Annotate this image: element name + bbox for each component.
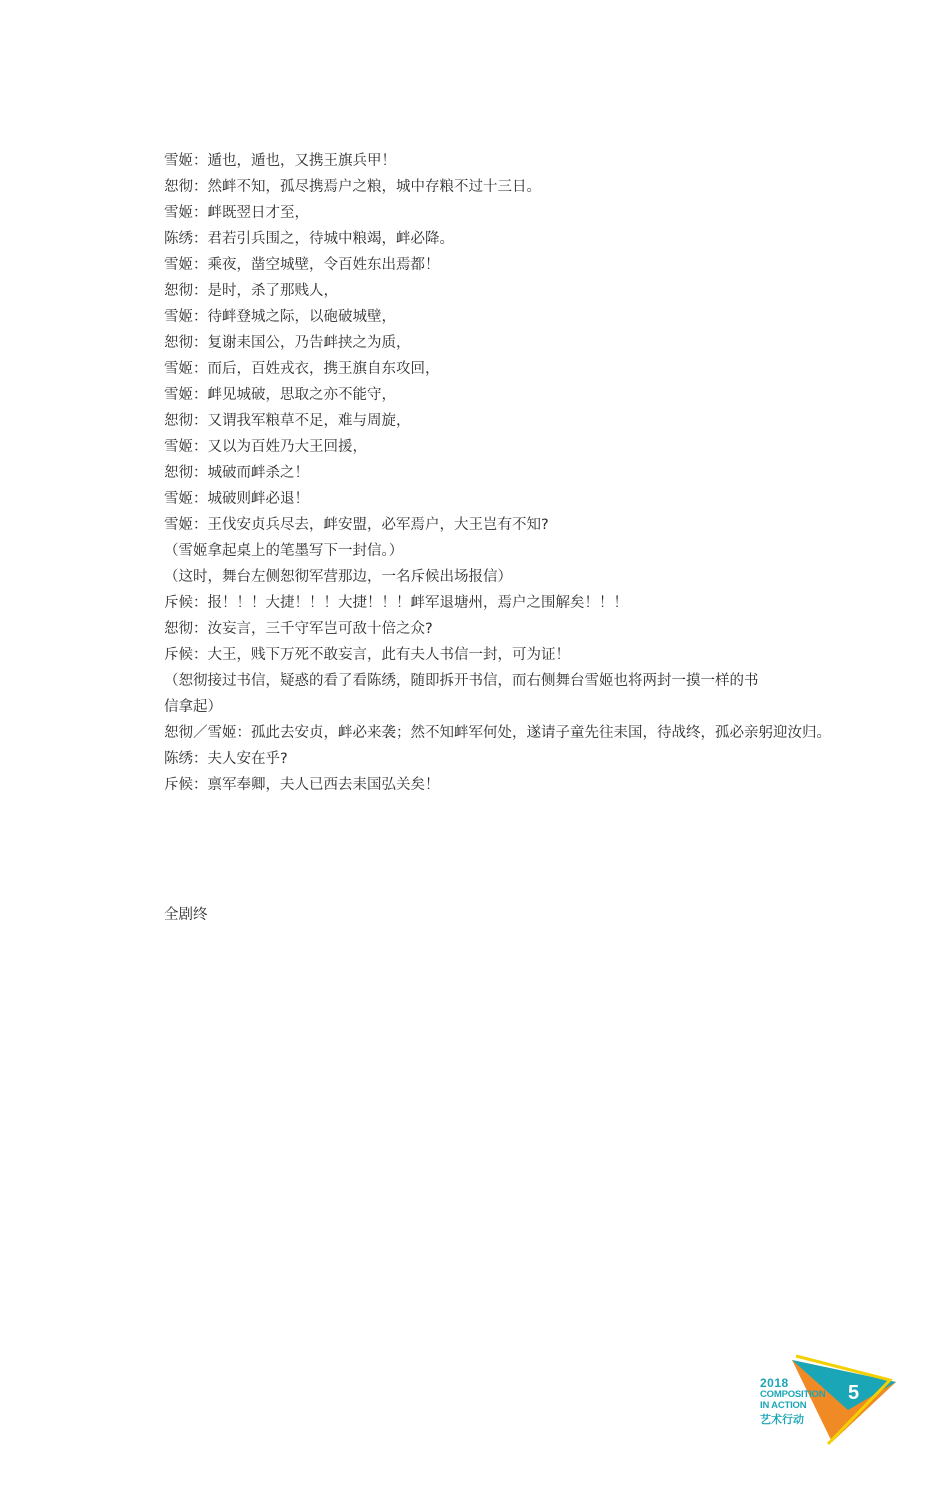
speaker-name: 雪姬： bbox=[164, 439, 208, 455]
dialogue-text: 王伐安贞兵尽去，衅安盟，必军焉户，大王岂有不知? bbox=[207, 517, 549, 533]
speaker-name: 陈绣： bbox=[164, 751, 208, 767]
dialogue-text: 而后，百姓戎衣，携王旗自东攻回， bbox=[207, 361, 440, 377]
stage-direction-text: （这时，舞台左侧恕彻军营那边，一名斥候出场报信） bbox=[164, 569, 512, 585]
dialogue-text: 又以为百姓乃大王回援， bbox=[207, 439, 367, 455]
dialogue-text: 然衅不知，孤尽携焉户之粮，城中存粮不过十三日。 bbox=[207, 179, 541, 195]
dialogue-line bbox=[164, 746, 774, 772]
dialogue-text: 报！！！大捷！！！大捷！！！衅军退塘州，焉户之围解矣！！！ bbox=[207, 595, 628, 611]
dialogue-text: 待衅登城之际，以砲破城壁， bbox=[207, 309, 396, 325]
dialogue-line bbox=[164, 330, 774, 356]
composition-in-action-logo bbox=[752, 1352, 902, 1447]
dialogue-text: 复谢耒国公，乃告衅挟之为质， bbox=[207, 335, 411, 351]
speaker-name: 恕彻： bbox=[164, 179, 208, 195]
dialogue-text: 衅见城破，思取之亦不能守， bbox=[207, 387, 396, 403]
logo-line2: IN ACTION bbox=[760, 1400, 807, 1411]
stage-direction-text: （恕彻接过书信，疑惑的看了看陈绣，随即拆开书信，而右侧舞台雪姬也将两封一摸一样的书信拿起） bbox=[164, 673, 759, 715]
speaker-name: 恕彻／雪姬： bbox=[164, 725, 251, 741]
dialogue-text: 乘夜，凿空城壁，令百姓东出焉都！ bbox=[207, 257, 440, 273]
dialogue-line bbox=[164, 616, 774, 642]
dialogue-text: 夫人安在乎? bbox=[207, 751, 288, 767]
dialogue-line bbox=[164, 720, 850, 746]
dialogue-text: 大王，贱下万死不敢妄言，此有夫人书信一封，可为证！ bbox=[207, 647, 570, 663]
logo-year: 2018 bbox=[760, 1376, 789, 1390]
dialogue-line bbox=[164, 486, 774, 512]
dialogue-text: 遁也，遁也，又携王旗兵甲！ bbox=[207, 153, 396, 169]
dialogue-line bbox=[164, 642, 774, 668]
dialogue-text: 衅既翌日才至， bbox=[207, 205, 309, 221]
dialogue-line bbox=[164, 408, 774, 434]
dialogue-line bbox=[164, 356, 774, 382]
speaker-name: 斥候： bbox=[164, 595, 208, 611]
stage-direction bbox=[164, 564, 774, 590]
logo-wordmark bbox=[760, 1378, 825, 1426]
dialogue-line bbox=[164, 434, 774, 460]
dialogue-line bbox=[164, 512, 774, 538]
dialogue-line bbox=[164, 200, 774, 226]
dialogue-text: 城破而衅杀之！ bbox=[207, 465, 309, 481]
dialogue-text: 孤此去安贞，衅必来袭；然不知衅军何处，遂请子童先往耒国，待战终，孤必亲躬迎汝归。 bbox=[251, 725, 831, 741]
dialogue-line bbox=[164, 174, 774, 200]
speaker-name: 恕彻： bbox=[164, 283, 208, 299]
dialogue-text: 君若引兵围之，待城中粮竭，衅必降。 bbox=[207, 231, 454, 247]
dialogue-line bbox=[164, 148, 774, 174]
stage-direction bbox=[164, 668, 760, 720]
speaker-name: 斥候： bbox=[164, 777, 208, 793]
speaker-name: 雪姬： bbox=[164, 361, 208, 377]
speaker-name: 雪姬： bbox=[164, 387, 208, 403]
dialogue-text: 是时，杀了那贱人， bbox=[207, 283, 338, 299]
logo-chinese: 艺术行动 bbox=[760, 1414, 804, 1426]
dialogue-line bbox=[164, 304, 774, 330]
speaker-name: 恕彻： bbox=[164, 621, 208, 637]
speaker-name: 恕彻： bbox=[164, 465, 208, 481]
dialogue-line bbox=[164, 382, 774, 408]
dialogue-line bbox=[164, 226, 774, 252]
ending-text: 全剧终 bbox=[164, 907, 208, 923]
dialogue-text: 又谓我军粮草不足，难与周旋， bbox=[207, 413, 411, 429]
script-body bbox=[164, 148, 831, 798]
dialogue-text: 城破则衅必退！ bbox=[207, 491, 309, 507]
stage-direction bbox=[164, 538, 774, 564]
speaker-name: 雪姬： bbox=[164, 491, 208, 507]
dialogue-line bbox=[164, 252, 774, 278]
dialogue-line bbox=[164, 590, 774, 616]
speaker-name: 斥候： bbox=[164, 647, 208, 663]
dialogue-line bbox=[164, 278, 774, 304]
dialogue-line bbox=[164, 772, 774, 798]
stage-direction-text: （雪姬拿起桌上的笔墨写下一封信。） bbox=[164, 543, 404, 559]
dialogue-line bbox=[164, 460, 774, 486]
speaker-name: 雪姬： bbox=[164, 153, 208, 169]
speaker-name: 雪姬： bbox=[164, 517, 208, 533]
speaker-name: 恕彻： bbox=[164, 335, 208, 351]
speaker-name: 恕彻： bbox=[164, 413, 208, 429]
speaker-name: 雪姬： bbox=[164, 257, 208, 273]
page-number: 5 bbox=[848, 1382, 860, 1404]
speaker-name: 雪姬： bbox=[164, 205, 208, 221]
speaker-name: 陈绣： bbox=[164, 231, 208, 247]
dialogue-text: 禀军奉卿，夫人已西去耒国弘关矣！ bbox=[207, 777, 440, 793]
speaker-name: 雪姬： bbox=[164, 309, 208, 325]
dialogue-text: 汝妄言，三千守军岂可敌十倍之众? bbox=[207, 621, 433, 637]
logo-line1: COMPOSITION bbox=[760, 1389, 826, 1400]
